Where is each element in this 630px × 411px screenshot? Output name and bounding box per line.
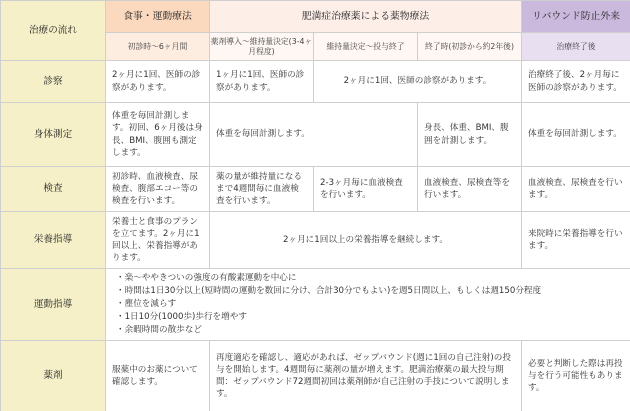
phase-drug-maintenance: 維持量決定〜投与終了 <box>314 33 418 61</box>
medicine-drug: 再度適応を確認し、適応があれば、ゼップバウンド(週に1回の自己注射)の投与を開始します。4週間毎に薬剤の量が増えます。肥満治療薬の最大投与期間：ゼップバウンド72週間初回は薬剤師が自己注射の手技について説明します。 <box>210 341 522 411</box>
exercise-item: ・時間は1日30分以上(短時間の運動を数回に分け、合計30分でもよい)を週5日間以上、もしくは週150分程度 <box>116 286 542 297</box>
test-drug-intro: 薬の量が維持量になるまで4週間毎に血液検査を行います。 <box>210 167 314 212</box>
exam-diet: 2ヶ月に1回、医師の診察があります。 <box>106 61 210 103</box>
exercise-item: ・1日10分(1000歩)歩行を増やす <box>116 311 247 322</box>
test-rebound: 血液検査、尿検査を行います。 <box>522 167 630 212</box>
exercise-item: ・塵位を減らす <box>116 299 177 310</box>
exam-drug-rest: 2ヶ月に1回、医師の診察があります。 <box>314 61 522 103</box>
diet-exercise-header: 食事・運動療法 <box>106 1 210 33</box>
body-measure-row <box>1 103 630 167</box>
test-drug-maintenance: 2-3ヶ月毎に血液検査を行います。 <box>314 167 418 212</box>
phase-diet: 初診時〜6ヶ月間 <box>106 33 210 61</box>
exercise-guidance <box>106 269 630 341</box>
header-row <box>1 1 630 33</box>
nutrition-row <box>1 212 630 269</box>
nutrition-label: 栄養指導 <box>1 212 106 269</box>
exercise-list <box>112 272 624 336</box>
exercise-label: 運動指導 <box>1 269 106 341</box>
body-measure-diet: 体重を毎回計測します。初回、6ヶ月後は身長、BMI、腹囲も測定します。 <box>106 103 210 167</box>
nutrition-rebound: 来院時に栄養指導を行います。 <box>522 212 630 269</box>
test-label: 検査 <box>1 167 106 212</box>
body-measure-rebound: 体重を毎回計測します。 <box>522 103 630 167</box>
test-row <box>1 167 630 212</box>
exam-label: 診察 <box>1 61 106 103</box>
body-measure-drug-end: 身長、体重、BMI、腹囲を計測します。 <box>418 103 522 167</box>
exercise-item: ・楽〜ややきついの強度の有酸素運動を中心に <box>116 273 297 284</box>
exam-drug-intro: 1ヶ月に1回、医師の診察があります。 <box>210 61 314 103</box>
test-diet: 初診時、血液検査、尿検査、腹部エコー等の検査を行います。 <box>106 167 210 212</box>
flow-header: 治療の流れ <box>1 1 106 61</box>
rebound-prevention-header: リバウンド防止外来 <box>522 1 630 33</box>
body-measure-drug: 体重を毎回計測します。 <box>210 103 418 167</box>
exercise-row <box>1 269 630 341</box>
medicine-rebound: 必要と判断した際は再投与を行う可能性もあります。 <box>522 341 630 411</box>
medicine-row <box>1 341 630 411</box>
exercise-item: ・余暇時間の散歩など <box>116 324 202 335</box>
medicine-label: 薬剤 <box>1 341 106 411</box>
exam-rebound: 治療終了後、2ヶ月毎に医師の診察があります。 <box>522 61 630 103</box>
phase-rebound: 治療終了後 <box>522 33 630 61</box>
drug-therapy-header: 肥満症治療薬による薬物療法 <box>210 1 522 33</box>
phase-drug-intro: 薬剤導入〜維持量決定(3-4ヶ月程度) <box>210 33 314 61</box>
exam-row <box>1 61 630 103</box>
test-drug-end: 血液検査、尿検査等を行います。 <box>418 167 522 212</box>
phase-drug-end: 終了時(初診から約2年後) <box>418 33 522 61</box>
nutrition-drug: 2ヶ月に1回以上の栄養指導を継続します。 <box>210 212 522 269</box>
body-measure-label: 身体測定 <box>1 103 106 167</box>
nutrition-diet: 栄養士と食事のプランを立てます。2ヶ月に1回以上、栄養指導があります。 <box>106 212 210 269</box>
medicine-diet: 服薬中のお薬について確認します。 <box>106 341 210 411</box>
